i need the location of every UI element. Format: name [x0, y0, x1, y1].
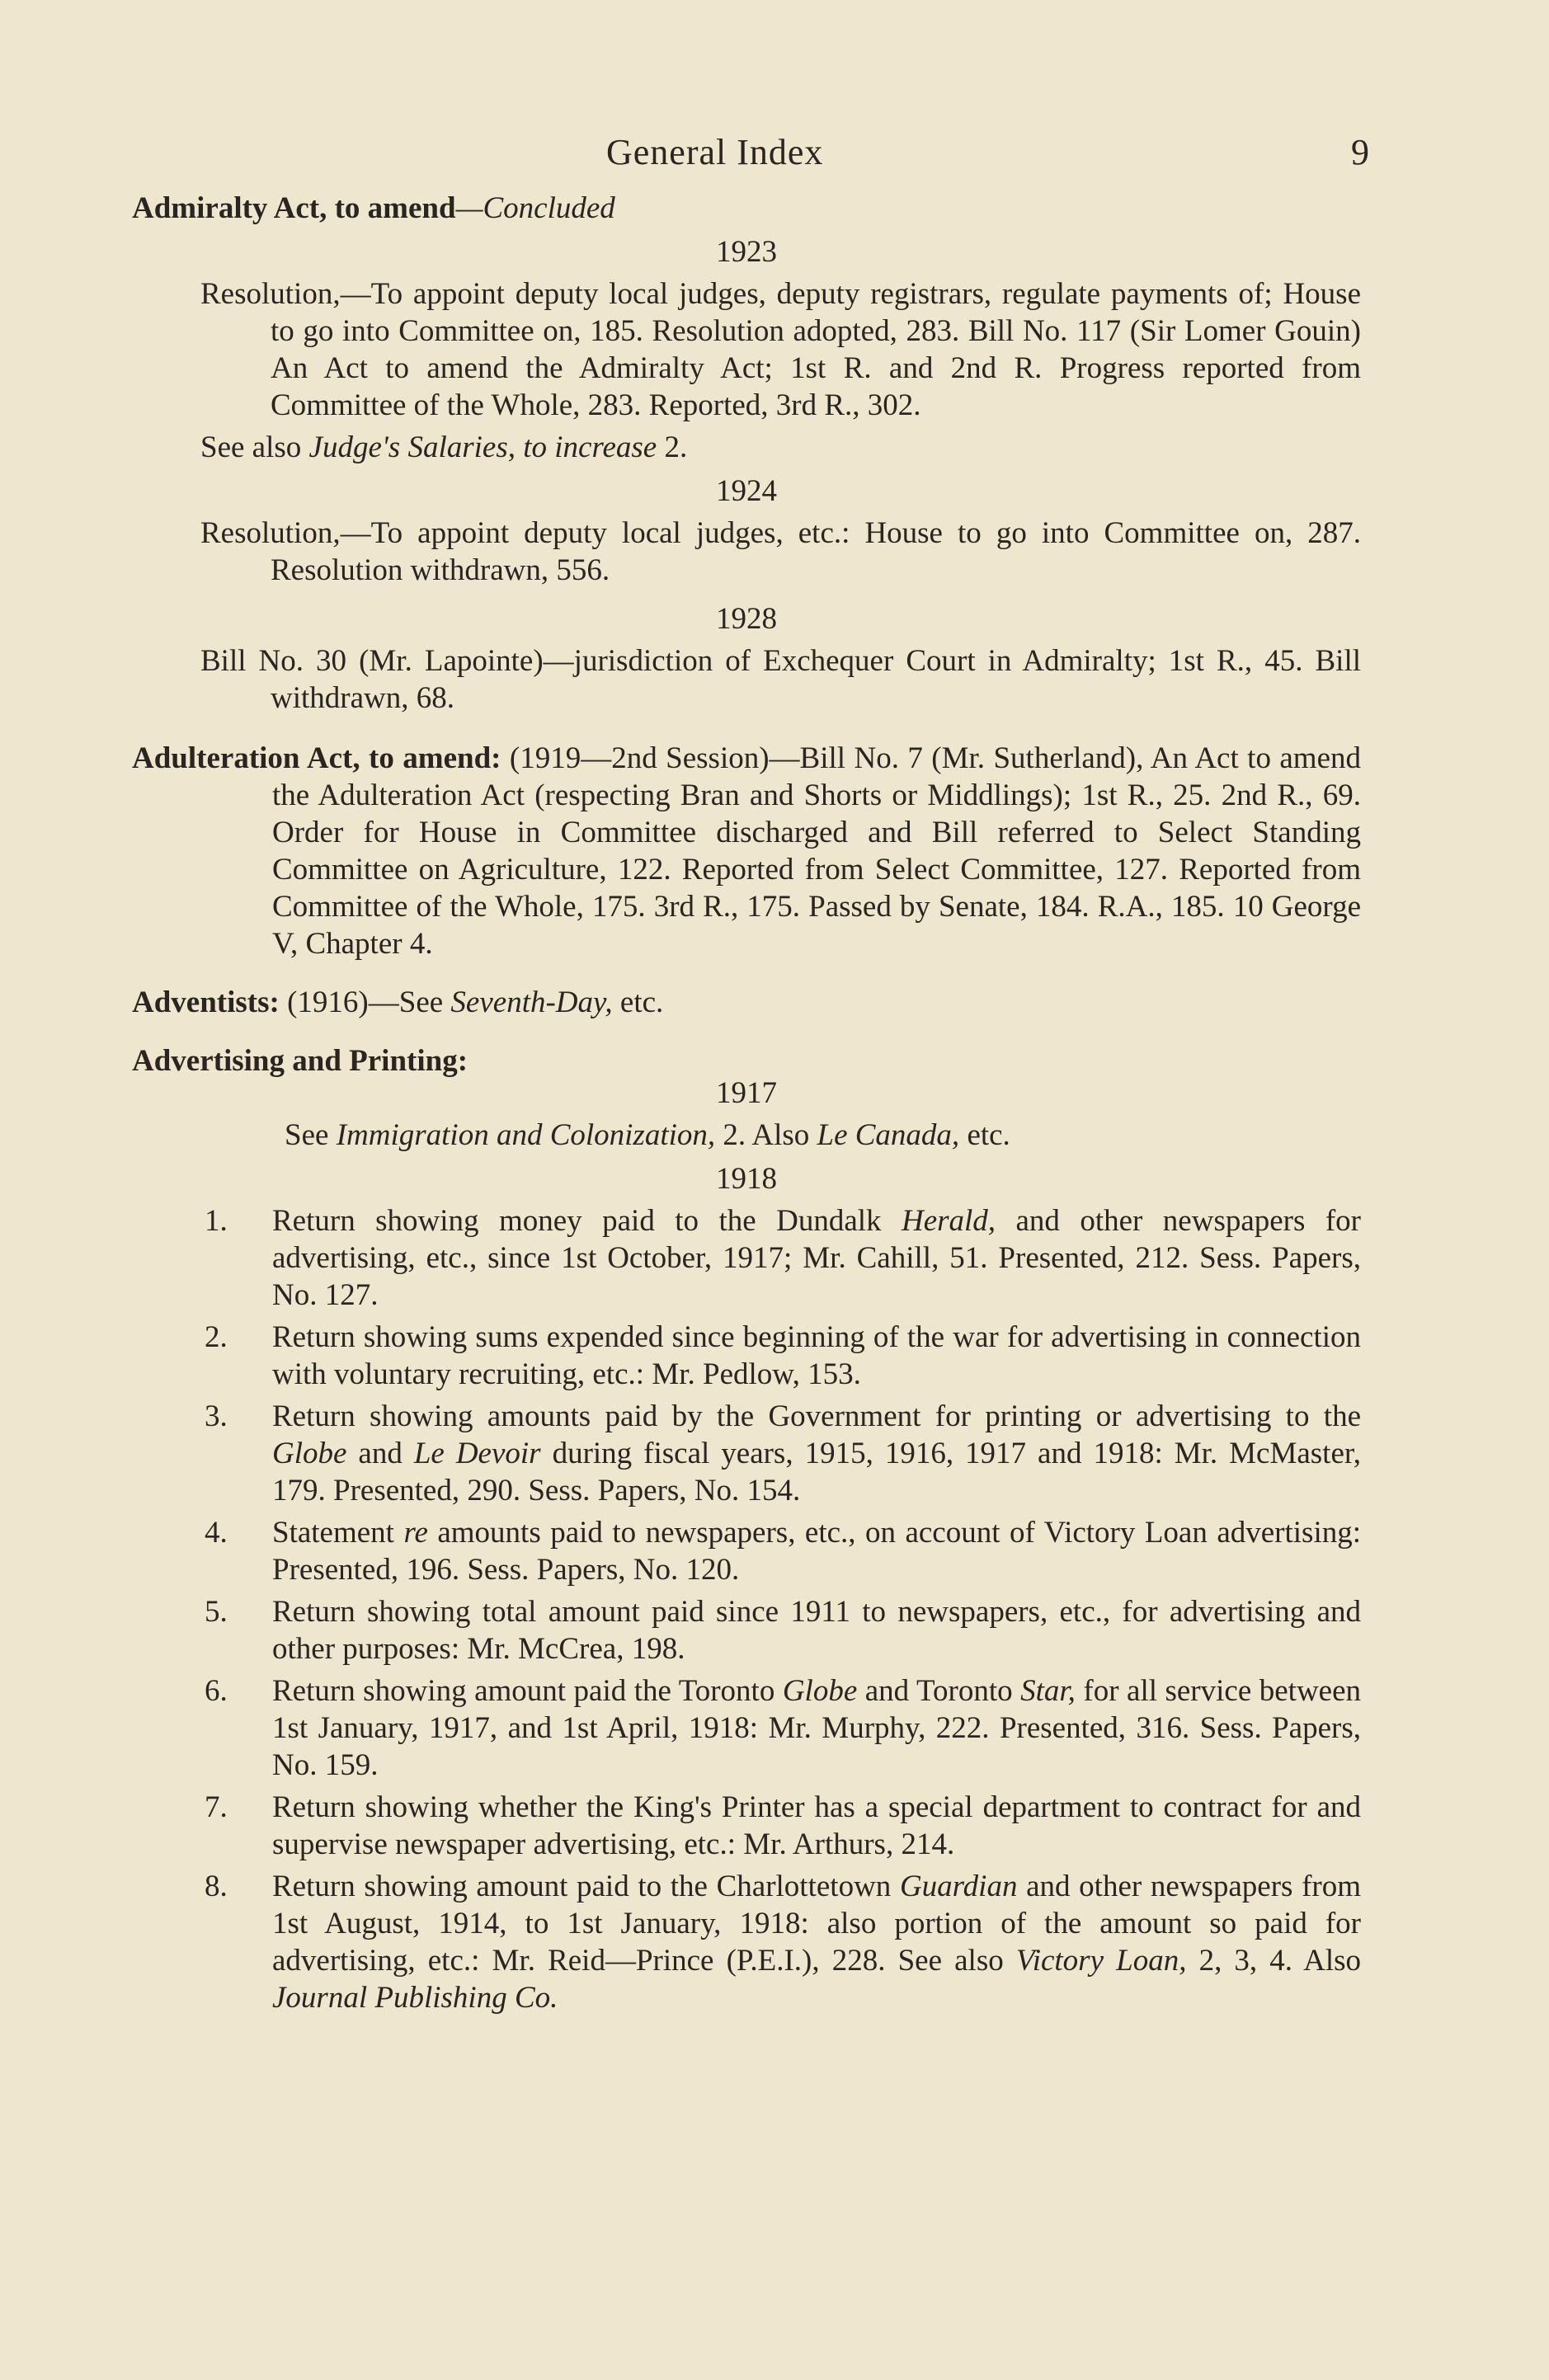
year-heading: 1923: [716, 235, 777, 269]
year-heading: 1918: [716, 1162, 777, 1196]
entry-text: (1919—2nd Session)—Bill No. 7 (Mr. Sutherland), An Act to amend the Adulteration Act (respecting Bran and Shorts or Middlings); 1st R., 25. 2nd R., 69. Order for House in Committee discharged and Bill referred to Select Standing Committee on Agriculture, 122. Reported from Select Committee, 127. Reported from Committee of the Whole, 175. 3rd R., 175. Passed by Senate, 184. R.A., 185. 10 George V, Chapter 4.: [272, 741, 1361, 961]
list-item: 7. Return showing whether the King's Printer has a special department to contract for and supervise newspaper advertising, etc.: Mr. Arthurs, 214.: [205, 1790, 1361, 1861]
list-item: 6. Return showing amount paid the Toronto Globe and Toronto Star, for all service between 1st January, 1917, and 1st April, 1918: Mr. Murphy, 222. Presented, 316. Sess. Papers, No. 159.: [205, 1674, 1362, 1782]
list-item: 5. Return showing total amount paid since 1911 to newspapers, etc., for advertising and other purposes: Mr. McCrea, 198.: [205, 1595, 1361, 1666]
index-entry-advertising: [132, 1042, 1361, 2016]
year-heading: 1924: [716, 474, 777, 508]
entry-heading: Adventists:: [132, 985, 280, 1019]
list-item: 8. Return showing amount paid to the Charlottetown Guardian and other newspapers from 1st August, 1914, to 1st January, 1918: also portion of the amount so paid for advertising, etc.: Mr. Reid—Prince (P.E.I.), 228. See also Victory Loan, 2, 3, 4. Also Journal Publishing Co.: [205, 1870, 1362, 2015]
see-also: See Immigration and Colonization, 2. Also Le Canada, etc.: [285, 1118, 1010, 1152]
index-entry-adventists: Adventists: (1916)—See Seventh-Day, etc.: [132, 985, 664, 1019]
list-item: 1. Return showing money paid to the Dundalk Herald, and other newspapers for advertising, etc., since 1st October, 1917; Mr. Cahill, 51. Presented, 212. Sess. Papers, No. 127.: [205, 1204, 1361, 1312]
index-page: [132, 124, 1369, 2021]
entry-text: Resolution,—To appoint deputy local judges, etc.: House to go into Committee on, 287. Resolution withdrawn, 556.: [200, 516, 1361, 587]
index-entry-adulteration: [132, 740, 1361, 962]
entry-heading: Advertising and Printing:: [132, 1044, 468, 1078]
year-heading: 1928: [716, 602, 777, 636]
list-item: 2. Return showing sums expended since beginning of the war for advertising in connection with voluntary recruiting, etc.: Mr. Pedlow, 153.: [205, 1320, 1361, 1391]
list-item: 4. Statement re amounts paid to newspapers, etc., on account of Victory Loan advertising: Presented, 196. Sess. Papers, No. 120.: [205, 1516, 1361, 1587]
list-item: 3. Return showing amounts paid by the Government for printing or advertising to the Globe and Le Devoir during fiscal years, 1915, 1916, 1917 and 1918: Mr. McMaster, 179. Presented, 290. Sess. Papers, No. 154.: [205, 1399, 1361, 1507]
see-also: See also Judge's Salaries, to increase 2.: [200, 430, 688, 464]
year-heading: 1917: [716, 1076, 777, 1110]
entry-text: Resolution,—To appoint deputy local judges, deputy registrars, regulate payments of; House to go into Committee on, 185. Resolution adopted, 283. Bill No. 117 (Sir Lomer Gouin) An Act to amend the Admiralty Act; 1st R. and 2nd R. Progress reported from Committee of the Whole, 283. Reported, 3rd R., 302.: [200, 277, 1361, 422]
entry-text: Bill No. 30 (Mr. Lapointe)—jurisdiction of Exchequer Court in Admiralty; 1st R., 45. Bill withdrawn, 68.: [200, 644, 1361, 715]
entry-heading: Admiralty Act, to amend—Concluded: [132, 191, 615, 225]
entry-heading: Adulteration Act, to amend:: [132, 741, 501, 775]
index-entry-admiralty: [132, 190, 1361, 717]
page-number: 9: [1351, 132, 1369, 172]
running-header: [132, 124, 1369, 190]
running-title: General Index: [606, 132, 824, 172]
